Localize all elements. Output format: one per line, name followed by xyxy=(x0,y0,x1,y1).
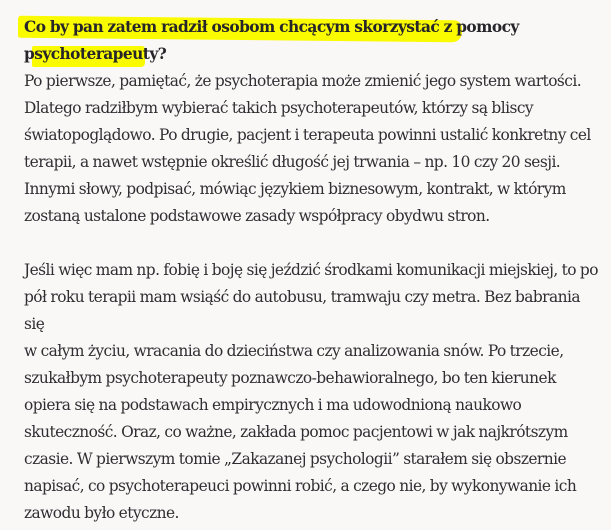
text-line: Jeśli więc mam np. fobię i boję się jeździć środkami komunikacji miejskiej, to po xyxy=(24,261,598,279)
text-line: pół roku terapii mam wsiąść do autobusu, tramwaju czy metra. Bez babrania się xyxy=(24,288,580,333)
text-line: zostaną ustalone podstawowe zasady współpracy obydwu stron. xyxy=(24,207,490,225)
text-line: napisać, co psychoterapeuci powinni robić, a czego nie, by wykonywanie ich xyxy=(24,477,577,495)
answer-paragraph xyxy=(24,68,604,230)
text-line: czasie. W pierwszym tomie „Zakazanej psychologii” starałem się obszernie xyxy=(24,450,567,468)
question-line: Co by pan zatem radził osobom chcącym skorzystać z pomocy xyxy=(24,18,519,36)
text-line: terapii, a nawet wstępnie określić długość jej trwania – np. 10 czy 20 sesji. xyxy=(24,153,561,171)
text-line: w całym życiu, wracania do dzieciństwa czy analizowania snów. Po trzecie, xyxy=(24,342,564,360)
text-line: Innymi słowy, podpisać, mówiąc językiem biznesowym, kontrakt, w którym xyxy=(24,180,566,198)
text-line: szukałbym psychoterapeuty poznawczo-behawioralnego, bo ten kierunek xyxy=(24,369,556,387)
text-line: Po pierwsze, pamiętać, że psychoterapia może zmienić jego system wartości. xyxy=(24,72,582,90)
text-line: skuteczność. Oraz, co ważne, zakłada pomoc pacjentowi w jak najkrótszym xyxy=(24,423,568,441)
text-line: opiera się na podstawach empirycznych i ma udowodnioną naukowo xyxy=(24,396,522,414)
text-line: Dlatego radziłbym wybierać takich psychoterapeutów, którzy są bliscy xyxy=(24,99,534,117)
interview-question xyxy=(24,14,604,68)
text-line: zawodu było etyczne. xyxy=(24,504,179,522)
text-line: światopoglądowo. Po drugie, pacjent i terapeuta powinni ustalić konkretny cel xyxy=(24,126,591,144)
article-excerpt xyxy=(24,14,604,527)
question-line: psychoterapeuty? xyxy=(24,45,167,63)
paragraph-spacer xyxy=(24,230,604,257)
answer-paragraph xyxy=(24,257,604,527)
